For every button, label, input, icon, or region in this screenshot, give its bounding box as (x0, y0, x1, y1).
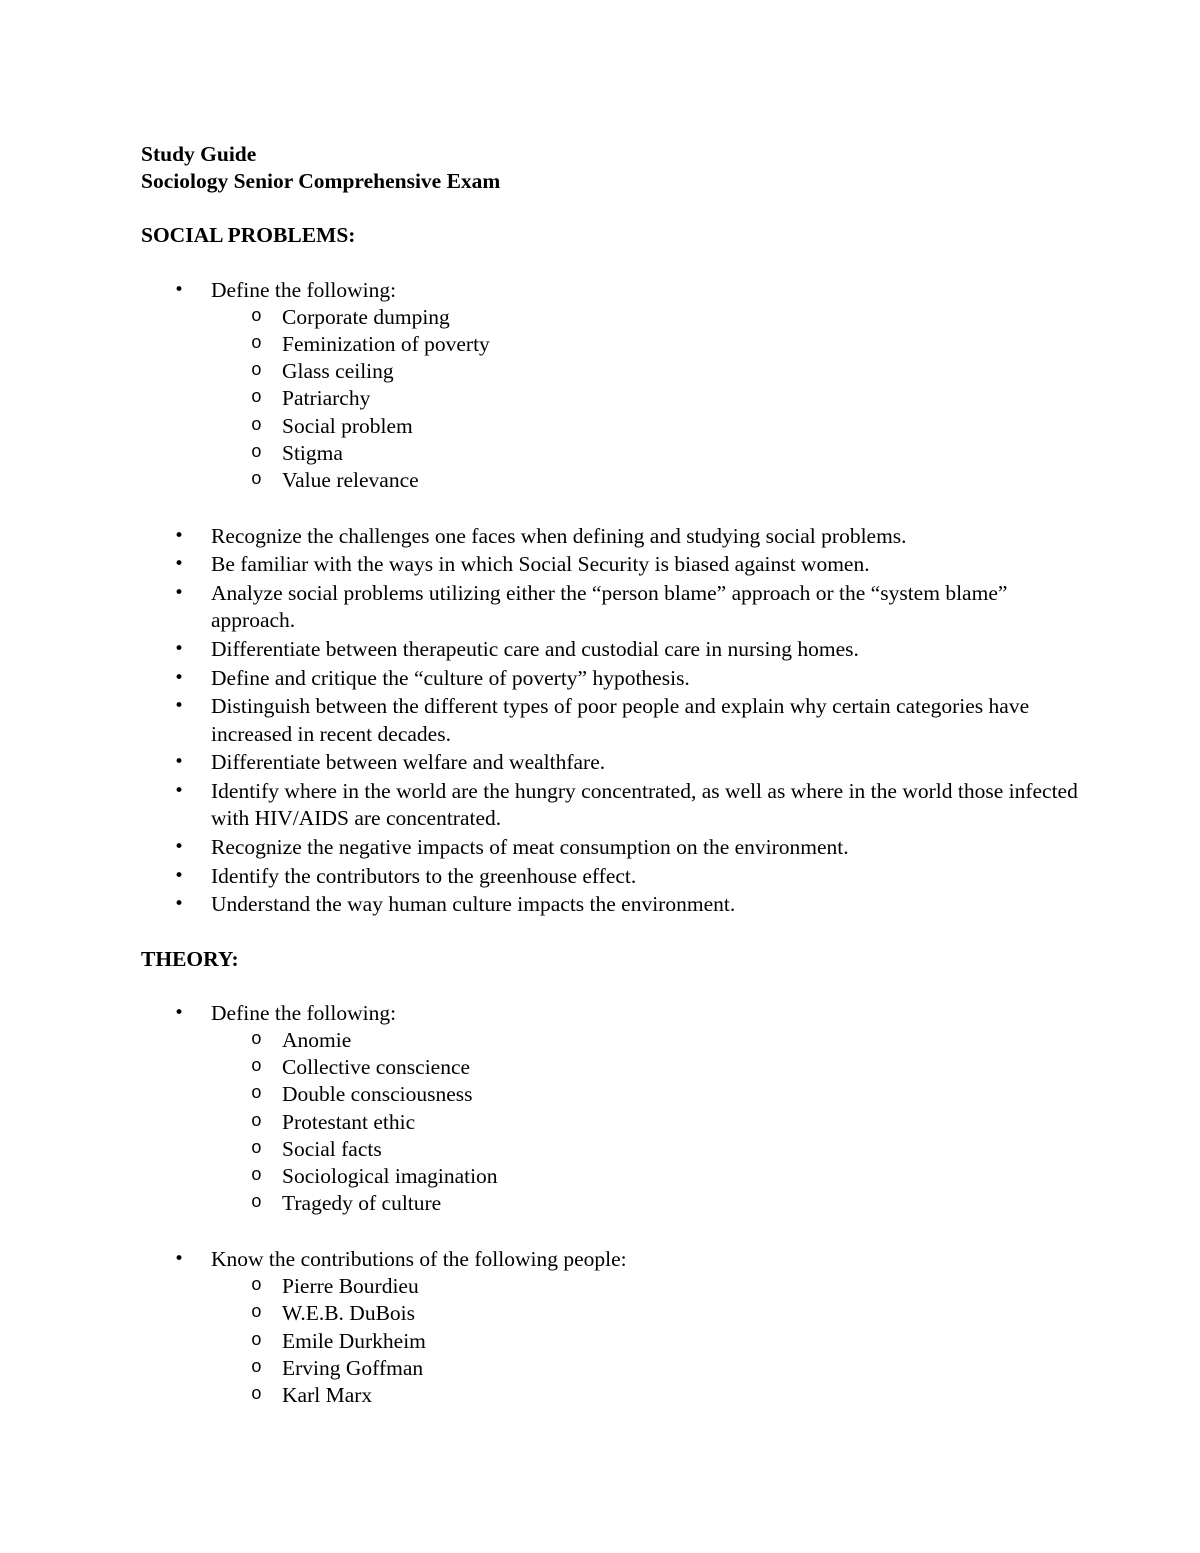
term-text: Corporate dumping (282, 304, 450, 329)
people-label: Know the contributions of the following people: (211, 1246, 627, 1271)
objective-text: Identify where in the world are the hungry concentrated, as well as where in the world those infected with HIV/AIDS are concentrated. (211, 779, 1078, 831)
bullet-icon: • (174, 752, 185, 773)
list-item (141, 749, 1081, 776)
objective-text: Differentiate between welfare and wealthfare. (211, 750, 606, 775)
sub-bullet-icon: o (251, 470, 262, 491)
sub-bullet-icon: o (251, 306, 262, 327)
term-text: Social problem (282, 413, 413, 438)
section-heading-theory: THEORY: (141, 946, 239, 971)
bullet-icon: • (174, 781, 185, 802)
bullet-icon: • (174, 667, 185, 688)
bullet-icon: • (174, 1002, 185, 1023)
sub-bullet-icon: o (251, 1166, 262, 1186)
term-text: Tragedy of culture (282, 1191, 442, 1216)
define-label: Define the following: (211, 1000, 397, 1025)
sub-bullet-icon: o (251, 1276, 262, 1297)
sub-bullet-icon: o (251, 1303, 262, 1324)
term-item (141, 358, 1081, 385)
term-text: Anomie (282, 1027, 352, 1052)
sub-bullet-icon: o (251, 1330, 262, 1351)
term-item (141, 1190, 1081, 1217)
person-name: W.E.B. DuBois (282, 1301, 415, 1326)
term-item (141, 385, 1081, 412)
sub-bullet-icon: o (251, 1029, 262, 1050)
term-text: Collective conscience (282, 1055, 471, 1080)
spacer (141, 973, 1081, 1000)
list-item (141, 1000, 1081, 1245)
term-text: Feminization of poverty (282, 332, 490, 357)
bullet-icon: • (174, 279, 185, 300)
term-item (141, 413, 1081, 440)
bullet-icon: • (174, 525, 185, 546)
list-item (141, 693, 1081, 747)
term-item (141, 1027, 1081, 1054)
person-item (141, 1382, 1081, 1409)
term-text: Protestant ethic (282, 1109, 416, 1134)
bullet-icon: • (174, 696, 185, 717)
person-name: Karl Marx (282, 1382, 373, 1407)
term-item (141, 1136, 1081, 1163)
sub-bullet-icon: o (251, 334, 262, 355)
list-item (141, 891, 1081, 918)
list-item (141, 665, 1081, 692)
list-item (141, 277, 1081, 522)
person-item (141, 1328, 1081, 1355)
term-item (141, 1109, 1081, 1136)
social-problems-terms (211, 304, 1081, 494)
sub-bullet-icon: o (251, 388, 262, 409)
define-label: Define the following: (211, 277, 397, 302)
term-text: Social facts (282, 1136, 382, 1161)
term-item (141, 1081, 1081, 1108)
person-name: Erving Goffman (282, 1355, 424, 1380)
bullet-icon: • (174, 865, 185, 886)
spacer (211, 1217, 1081, 1244)
sub-bullet-icon: o (251, 361, 262, 382)
term-text: Double consciousness (282, 1082, 473, 1107)
list-item (141, 523, 1081, 550)
bullet-icon: • (174, 583, 185, 604)
sub-bullet-icon: o (251, 442, 262, 463)
term-text: Sociological imagination (282, 1164, 498, 1188)
spacer (141, 250, 1081, 277)
person-item (141, 1300, 1081, 1327)
document-page (141, 141, 1081, 1411)
objective-text: Distinguish between the different types of poor people and explain why certain categories have increased in recent decades. (211, 694, 1030, 746)
list-item (141, 580, 1081, 634)
sub-bullet-icon: o (251, 1384, 262, 1405)
theory-terms (211, 1027, 1081, 1217)
document-title: Study Guide (141, 142, 257, 166)
social-problems-list (141, 277, 1081, 919)
list-item (141, 834, 1081, 861)
theory-people (211, 1273, 1081, 1409)
list-item (141, 778, 1081, 832)
term-item (141, 1163, 1081, 1190)
objective-text: Identify the contributors to the greenhouse effect. (211, 863, 637, 888)
list-item (141, 636, 1081, 663)
theory-list (141, 1000, 1081, 1409)
list-item (141, 551, 1081, 578)
person-name: Emile Durkheim (282, 1328, 426, 1353)
objective-text: Define and critique the “culture of poverty” hypothesis. (211, 665, 690, 690)
objective-text: Recognize the challenges one faces when defining and studying social problems. (211, 523, 907, 548)
objective-text: Be familiar with the ways in which Social Security is biased against women. (211, 552, 870, 577)
bullet-icon: • (174, 639, 185, 660)
term-item (141, 1054, 1081, 1081)
term-text: Patriarchy (282, 386, 371, 411)
sub-bullet-icon: o (251, 415, 262, 436)
term-item (141, 440, 1081, 467)
sub-bullet-icon: o (251, 1057, 262, 1078)
person-name: Pierre Bourdieu (282, 1274, 419, 1299)
bullet-icon: • (174, 894, 185, 915)
bullet-icon: • (174, 554, 185, 575)
document-subtitle: Sociology Senior Comprehensive Exam (141, 169, 501, 194)
list-item (141, 863, 1081, 890)
bullet-icon: • (174, 836, 185, 857)
sub-bullet-icon: o (251, 1138, 262, 1159)
sub-bullet-icon: o (251, 1357, 262, 1378)
term-item (141, 331, 1081, 358)
objective-text: Differentiate between therapeutic care and custodial care in nursing homes. (211, 637, 859, 662)
section-heading-social-problems: SOCIAL PROBLEMS: (141, 223, 356, 248)
term-text: Stigma (282, 440, 343, 465)
sub-bullet-icon: o (251, 1193, 262, 1214)
spacer (211, 494, 1081, 521)
term-text: Glass ceiling (282, 359, 394, 384)
objective-text: Understand the way human culture impacts the environment. (211, 892, 736, 917)
term-item (141, 467, 1081, 494)
sub-bullet-icon: o (251, 1111, 262, 1132)
term-text: Value relevance (282, 468, 419, 493)
objective-text: Recognize the negative impacts of meat consumption on the environment. (211, 834, 849, 859)
objective-text: Analyze social problems utilizing either the “person blame” approach or the “system blame” approach. (211, 581, 1008, 633)
sub-bullet-icon: o (251, 1084, 262, 1105)
person-item (141, 1273, 1081, 1300)
person-item (141, 1355, 1081, 1382)
list-item (141, 1246, 1081, 1409)
bullet-icon: • (174, 1248, 185, 1269)
term-item (141, 304, 1081, 331)
